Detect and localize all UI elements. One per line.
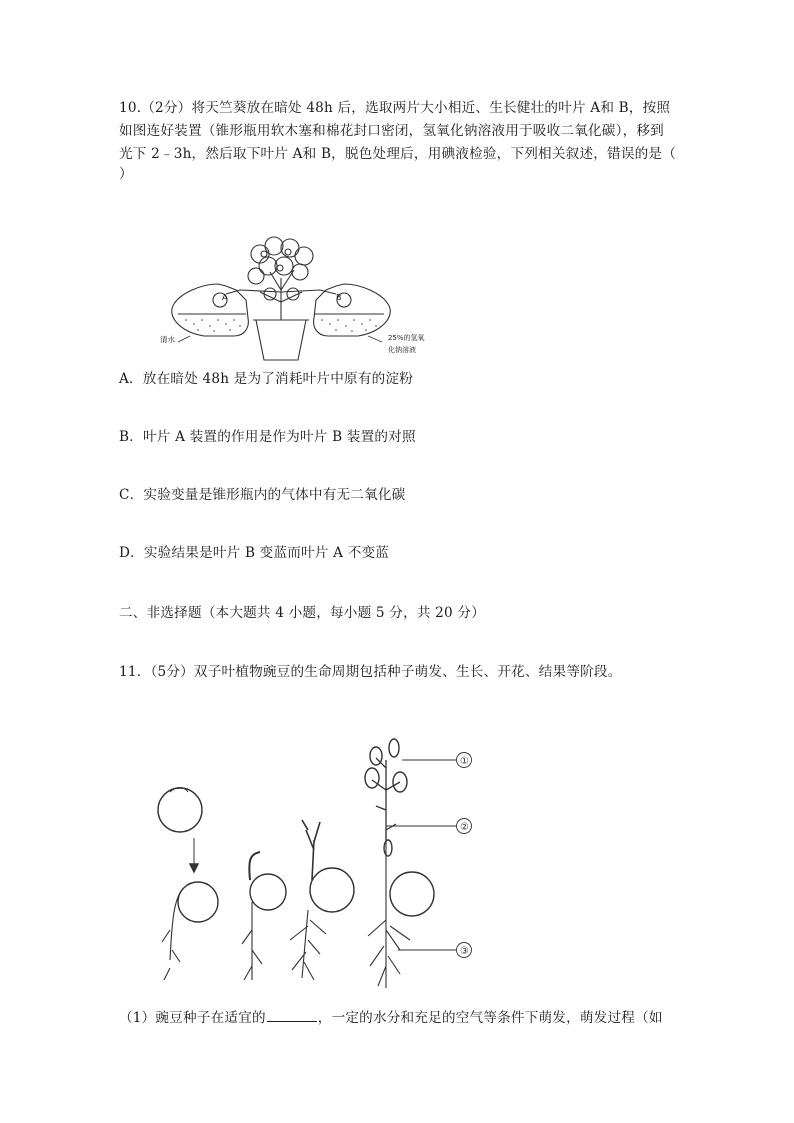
flower-pot: [256, 320, 306, 360]
pea-germination-diagram: [150, 730, 480, 992]
pea-seed: [158, 788, 202, 832]
flask-label-b: B: [336, 293, 342, 302]
label-naoh-1: 25%的氢氧: [388, 334, 425, 342]
stage4-seed: [390, 872, 434, 916]
plant-flask-diagram: [160, 232, 440, 366]
q10-figure: [160, 232, 440, 366]
answer-blank[interactable]: [267, 1009, 317, 1022]
pea-label-1: ①: [460, 756, 469, 767]
liquid-dots: [185, 319, 377, 332]
pea-label-3: ③: [460, 946, 469, 957]
label-clear-water: 清水: [160, 335, 175, 344]
q10-stem-line-4: ）: [119, 166, 133, 182]
q10-option-d: D．实验结果是叶片 B 变蓝而叶片 A 不变蓝: [119, 545, 390, 561]
q10-stem-line-2: 如图连好装置（锥形瓶用软木塞和棉花封口密闭，氢氧化钠溶液用于吸收二氧化碳），移到: [119, 123, 664, 139]
flask-label-a: A: [222, 293, 228, 302]
pea-label-2: ②: [460, 822, 469, 833]
q10-option-c: C．实验变量是锥形瓶内的气体中有无二氧化碳: [119, 487, 406, 503]
q10-stem-line-1: 10.（2分）将天竺葵放在暗处 48h 后，选取两片大小相近、生长健壮的叶片 A和 B，按照: [119, 100, 671, 116]
stage2-seed: [250, 874, 286, 910]
left-flask: [172, 284, 249, 336]
q10-stem-line-3: 光下 2﹣3h，然后取下叶片 A和 B，脱色处理后，用碘液检验，下列相关叙述，错误的是（: [119, 146, 676, 162]
section-heading: 二、非选择题（本大题共 4 小题，每小题 5 分，共 20 分）: [119, 605, 485, 621]
q11-stem: 11．（5分）双子叶植物豌豆的生命周期包括种子萌发、生长、开花、结果等阶段。: [119, 664, 622, 680]
label-naoh-2: 化钠溶液: [388, 346, 416, 354]
q11-sub1-before: （1）豌豆种子在适宜的: [119, 1010, 266, 1026]
q10-option-a: A．放在暗处 48h 是为了消耗叶片中原有的淀粉: [119, 371, 413, 387]
stage3-seed: [310, 868, 354, 912]
stage1-seed: [178, 882, 218, 922]
q11-sub1: [119, 1008, 663, 1028]
q11-sub1-after: ，一定的水分和充足的空气等条件下萌发，萌发过程（如: [317, 1010, 663, 1026]
q11-figure: [150, 730, 480, 992]
q10-option-b: B．叶片 A 装置的作用是作为叶片 B 装置的对照: [119, 429, 416, 445]
